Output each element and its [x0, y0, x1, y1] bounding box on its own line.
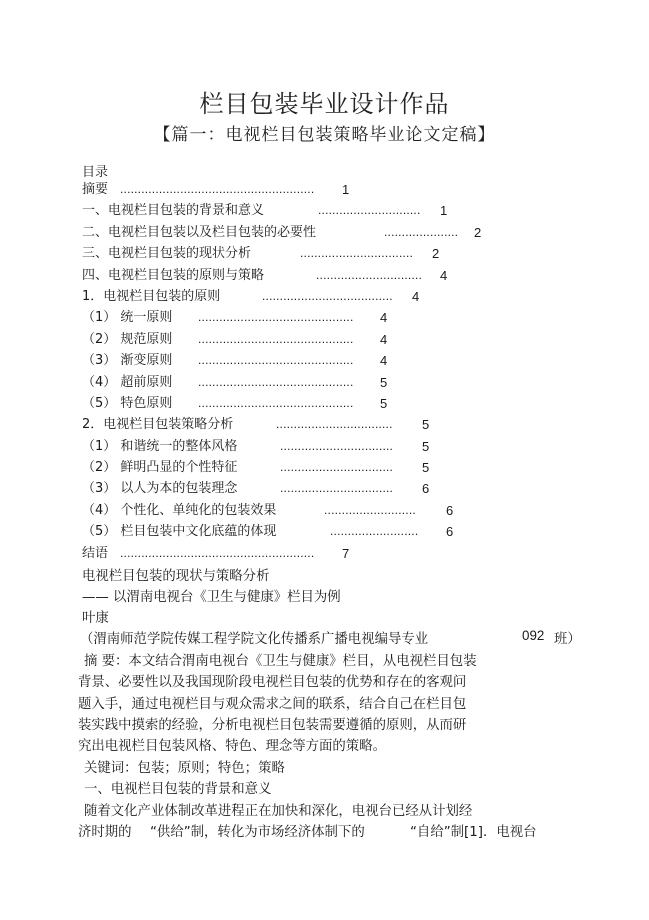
paper-title: 电视栏目包装的现状与策略分析 [82, 569, 270, 584]
toc-leader: ................................ [280, 460, 394, 475]
document-title: 栏目包装毕业设计作品 [199, 90, 450, 118]
toc-page: 4 [380, 331, 388, 347]
abstract-line: 究出电视栏目包装风格、特色、理念等方面的策略。 [78, 739, 386, 754]
toc-leader: ............................................ [198, 395, 354, 410]
toc-page: 7 [342, 545, 350, 561]
toc-leader: ............................................ [198, 331, 354, 346]
toc-page: 4 [440, 267, 448, 283]
toc-page: 2 [474, 224, 482, 240]
toc-label: 2．电视栏目包装策略分析 [82, 417, 234, 433]
toc-page: 6 [446, 502, 454, 518]
toc-leader: ................................ [280, 481, 394, 496]
toc-label: （1） 统一原则 [82, 310, 173, 326]
toc-leader: ................................ [280, 438, 394, 453]
toc-leader: .......................... [324, 502, 416, 517]
body-line-part: 济时期的 [78, 825, 132, 840]
toc-leader: ....................................................... [120, 545, 315, 560]
class-number: 092 [522, 628, 545, 643]
class-suffix: 班） [554, 632, 581, 647]
toc-heading: 目录 [82, 165, 109, 180]
toc-leader: ............................. [318, 203, 421, 218]
toc-leader: ................................ [300, 246, 414, 261]
toc-label: 二、电视栏目包装以及栏目包装的必要性 [82, 224, 317, 240]
toc-page: 5 [422, 438, 430, 454]
toc-label: 三、电视栏目包装的现状分析 [82, 246, 252, 262]
toc-page: 1 [440, 203, 448, 219]
author-name: 叶康 [82, 611, 109, 626]
toc-leader: ....................................................... [120, 182, 315, 196]
author-affiliation: （渭南师范学院传媒工程学院文化传播系广播电视编导专业 [80, 632, 429, 647]
body-line-part: “自给”制[1]．电视台 [410, 825, 537, 840]
toc-label: 一、电视栏目包装的背景和意义 [82, 203, 265, 219]
toc-page: 5 [422, 460, 430, 476]
toc-label: （5） 特色原则 [82, 395, 173, 411]
toc-label: （2） 鲜明凸显的个性特征 [82, 460, 238, 476]
toc-page: 5 [380, 395, 388, 411]
toc-leader: ................................. [276, 417, 393, 432]
toc-label: （2） 规范原则 [82, 331, 173, 347]
toc-label: （4） 超前原则 [82, 374, 173, 390]
toc-page: 4 [412, 288, 420, 304]
toc-label: 结语 [82, 545, 109, 561]
body-line-part: “供给”制，转化为市场经济体制下的 [150, 825, 365, 840]
toc-label: （5） 栏目包装中文化底蕴的体现 [82, 524, 277, 540]
toc-label: （3） 以人为本的包装理念 [82, 481, 238, 497]
toc-page: 6 [446, 524, 454, 540]
abstract-line: 装实践中摸索的经验，分析电视栏目包装需要遵循的原则，从而研 [78, 718, 467, 733]
toc-label: 四、电视栏目包装的原则与策略 [82, 267, 265, 283]
toc-page: 1 [342, 182, 350, 197]
toc-page: 5 [422, 417, 430, 433]
toc-leader: .............................. [316, 267, 423, 282]
paper-subtitle: —— 以渭南电视台《卫生与健康》栏目为例 [82, 590, 341, 605]
toc-leader: ............................................ [198, 374, 354, 389]
toc-leader: ..................... [384, 224, 459, 239]
toc-page: 2 [432, 246, 440, 262]
body-line: 随着文化产业体制改革进程正在加快和深化，电视台已经从计划经 [84, 804, 473, 819]
toc-leader: ......................... [330, 524, 419, 539]
toc-page: 4 [380, 310, 388, 326]
abstract-line: 背景、必要性以及我国现阶段电视栏目包装的优势和存在的客观问 [78, 675, 467, 690]
toc-page: 4 [380, 353, 388, 369]
toc-label: （3） 渐变原则 [82, 353, 173, 369]
toc-label: （1） 和谐统一的整体风格 [82, 438, 238, 454]
abstract-line: 题入手，通过电视栏目与观众需求之间的联系，结合自己在栏目包 [78, 697, 467, 712]
toc-page: 5 [380, 374, 388, 390]
toc-label: 1．电视栏目包装的原则 [82, 288, 221, 304]
toc-page: 6 [422, 481, 430, 497]
toc-label: 摘要 [82, 182, 109, 197]
toc-label: （4） 个性化、单纯化的包装效果 [82, 502, 277, 518]
toc-leader: ..................................... [262, 288, 393, 303]
keywords: 关键词：包装；原则；特色；策略 [84, 761, 285, 776]
toc-leader: ............................................ [198, 353, 354, 368]
document-subtitle: 【篇一：电视栏目包装策略毕业论文定稿】 [153, 125, 496, 145]
section-heading: 一、电视栏目包装的背景和意义 [84, 782, 272, 797]
toc-leader: ............................................ [198, 310, 354, 325]
abstract-line: 摘 要：本文结合渭南电视台《卫生与健康》栏目，从电视栏目包装 [84, 654, 477, 669]
